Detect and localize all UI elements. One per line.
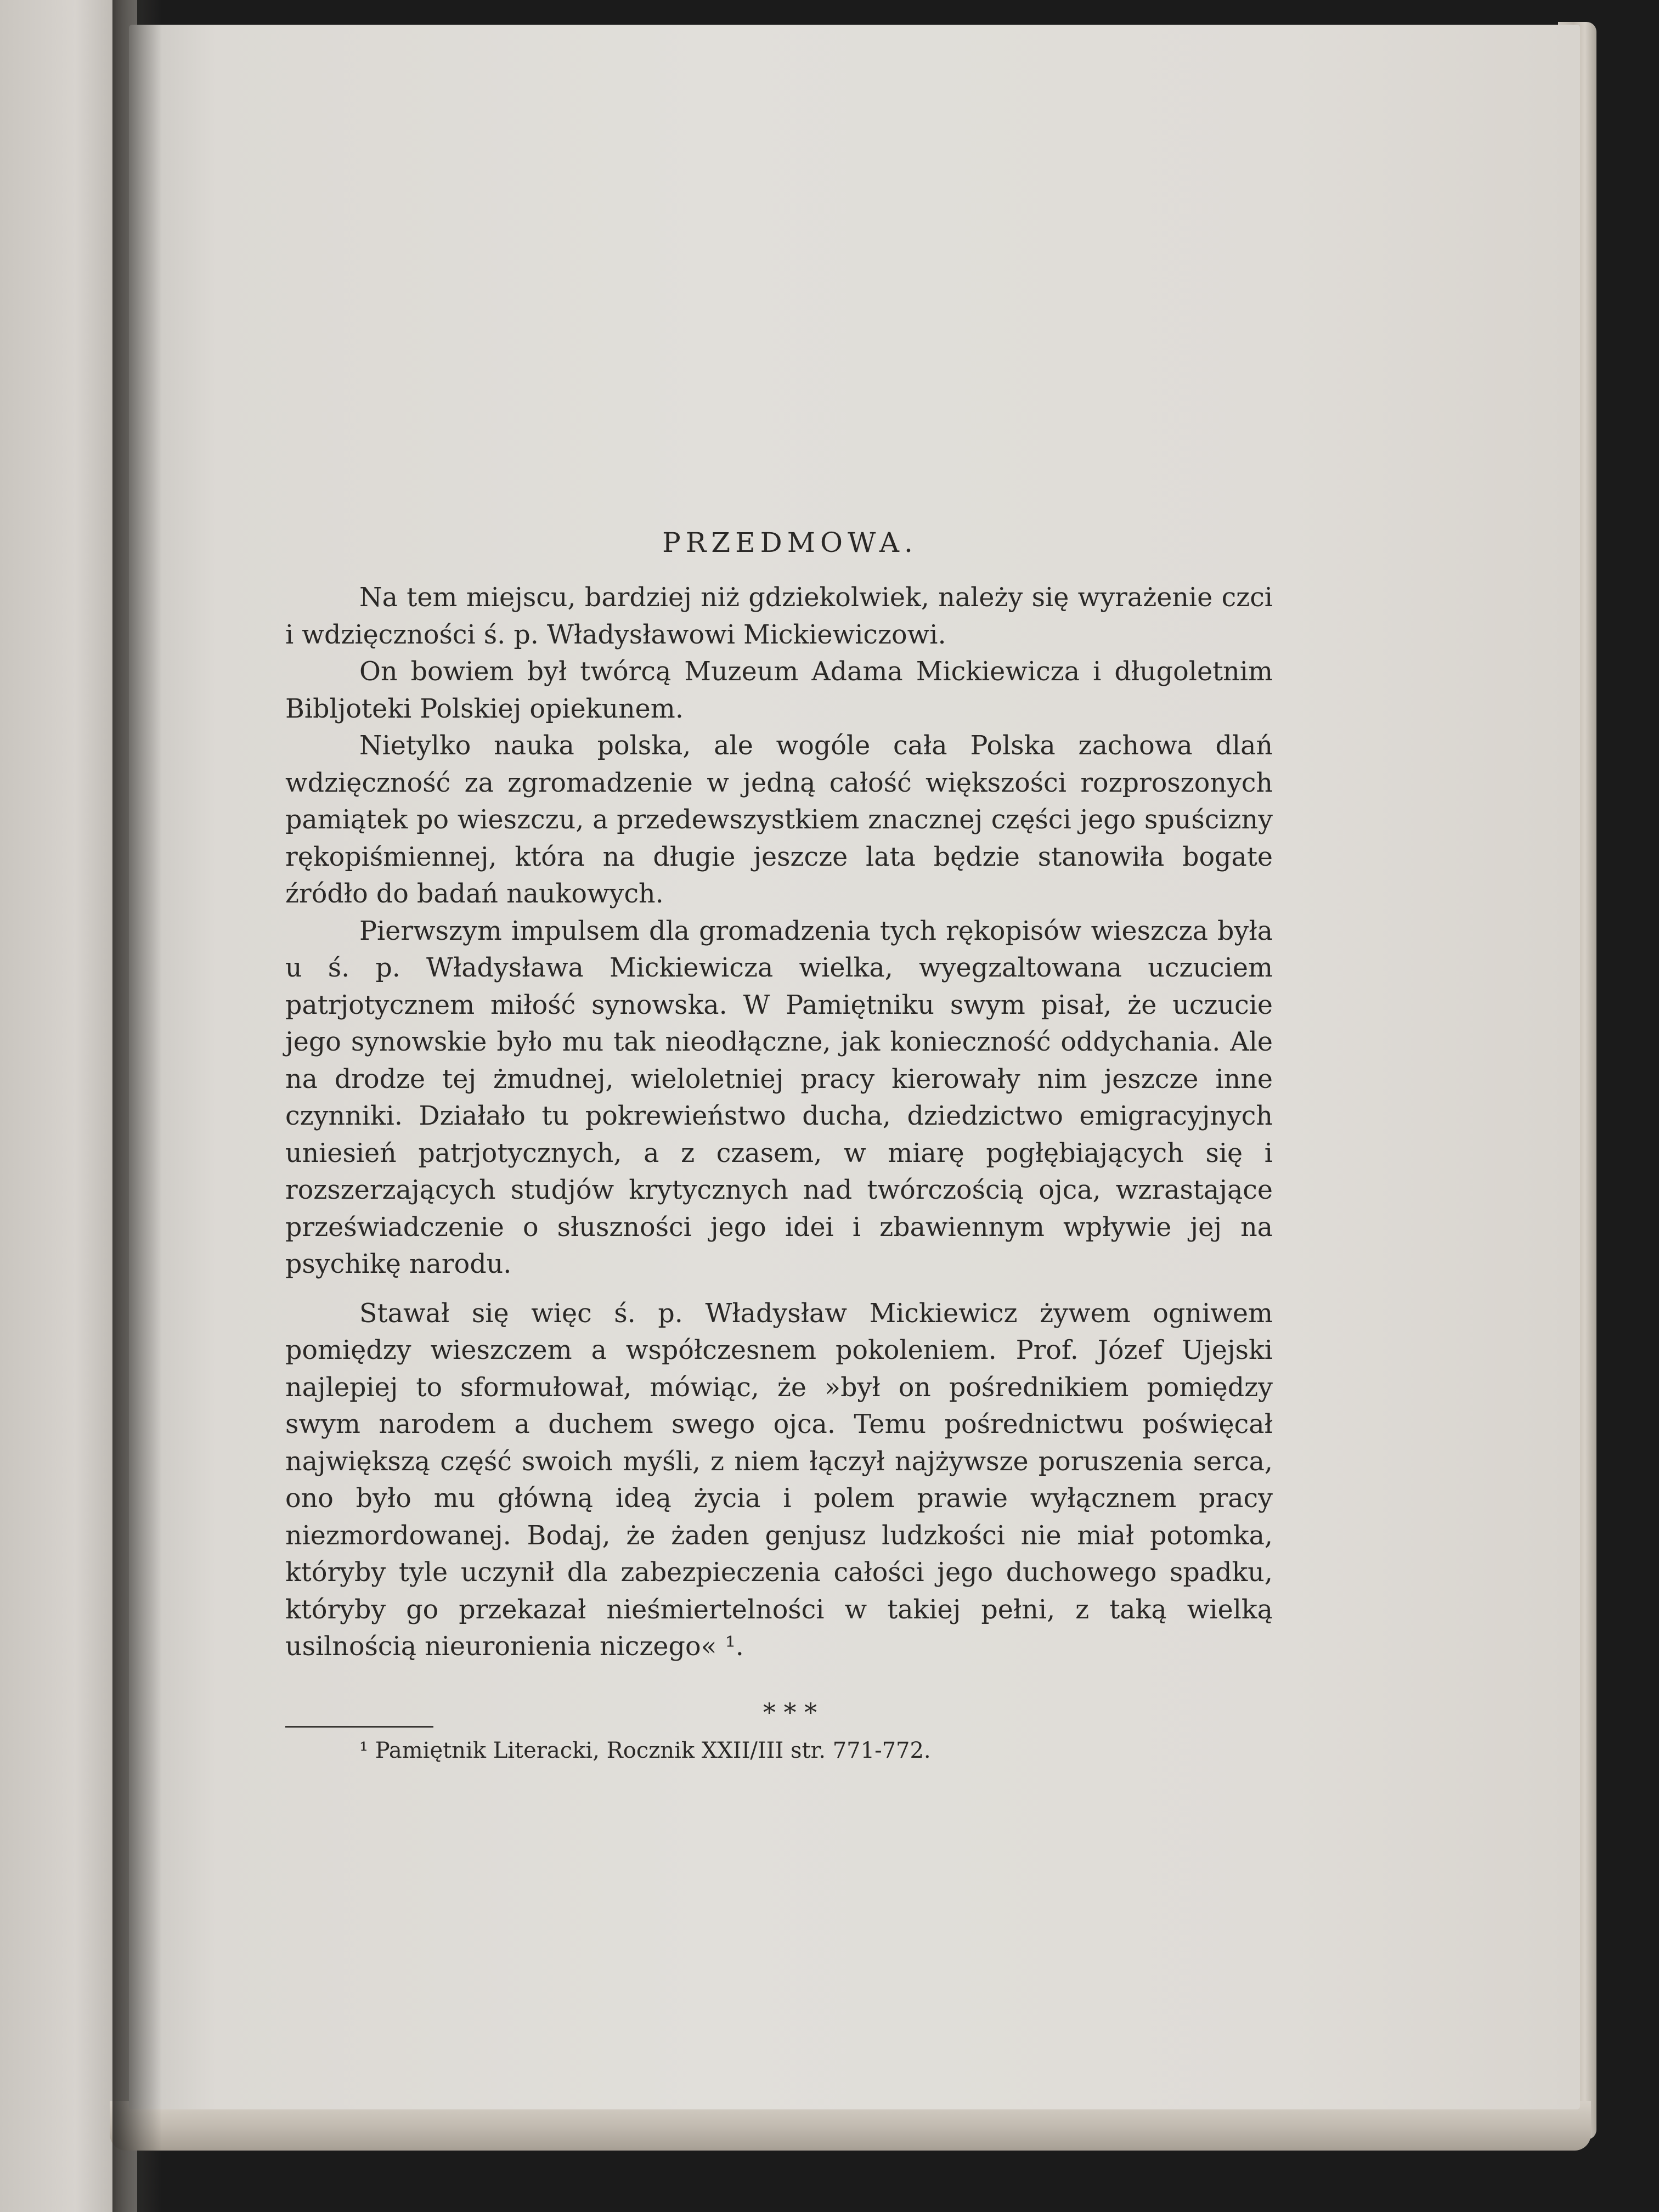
- paragraph-2: On bowiem był twórcą Muzeum Adama Mickiewicza i długoletnim Bibljoteki Polskiej opiekunem.: [285, 657, 1273, 724]
- footnote-rule: [285, 1726, 433, 1728]
- page-title: PRZEDMOWA.: [662, 527, 918, 558]
- paragraph-5: Stawał się więc ś. p. Władysław Mickiewicz żywem ogniwem pomiędzy wieszczem a współczesnem pokoleniem. Prof. Józef Ujejski najlepiej to sformułował, mówiąc, że »był on pośrednikiem pomiędzy swym narodem a duchem swego ojca. Temu pośrednictwu poświęcał największą część swoich myśli, z niem łączył najżywsze poruszenia serca, ono było mu główną ideą życia i polem prawie wyłącznem pracy niezmordowanej. Bodaj, że żaden genjusz ludzkości nie miał potomka, któryby tyle uczynił dla zabezpieczenia całości jego duchowego spadku, któryby go przekazał nieśmiertelności w takiej pełni, z taką wielką usilnością nieuronienia niczego« ¹.: [285, 1298, 1273, 1662]
- section-separator: * * *: [763, 1697, 817, 1727]
- page-content: [285, 527, 1273, 1766]
- paragraph-1: Na tem miejscu, bardziej niż gdziekolwiek, należy się wyrażenie czci i wdzięczności ś. p. Władysławowi Mickiewiczowi.: [285, 583, 1273, 650]
- footnote: ¹ Pamiętnik Literacki, Rocznik XXII/III str. 771-772.: [359, 1737, 931, 1763]
- paragraph-4: Pierwszym impulsem dla gromadzenia tych rękopisów wieszcza była u ś. p. Władysława Mickiewicza wielka, wyegzaltowana uczuciem patrjotycznem miłość synowska. W Pamiętniku swym pisał, że uczucie jego synowskie było mu tak nieodłączne, jak konieczność oddychania. Ale na drodze tej żmudnej, wieloletniej pracy kierowały nim jeszcze inne czynniki. Działało tu pokrewieństwo ducha, dziedzictwo emigracyjnych uniesień patrjotycznych, a z czasem, w miarę pogłębiających się i rozszerzających studjów krytycznych nad twórczością ojca, wzrastające przeświadczenie o słuszności jego idei i zbawiennym wpływie jej na psychikę narodu.: [285, 916, 1273, 1279]
- paragraph-3: Nietylko nauka polska, ale wogóle cała Polska zachowa dlań wdzięczność za zgromadzenie w jedną całość większości rozproszonych pamiątek po wieszczu, a przedewszystkiem znacznej części jego spuścizny rękopiśmiennej, która na długie jeszcze lata będzie stanowiła bogate źródło do badań naukowych.: [285, 731, 1273, 909]
- gutter-shadow: [112, 0, 162, 2212]
